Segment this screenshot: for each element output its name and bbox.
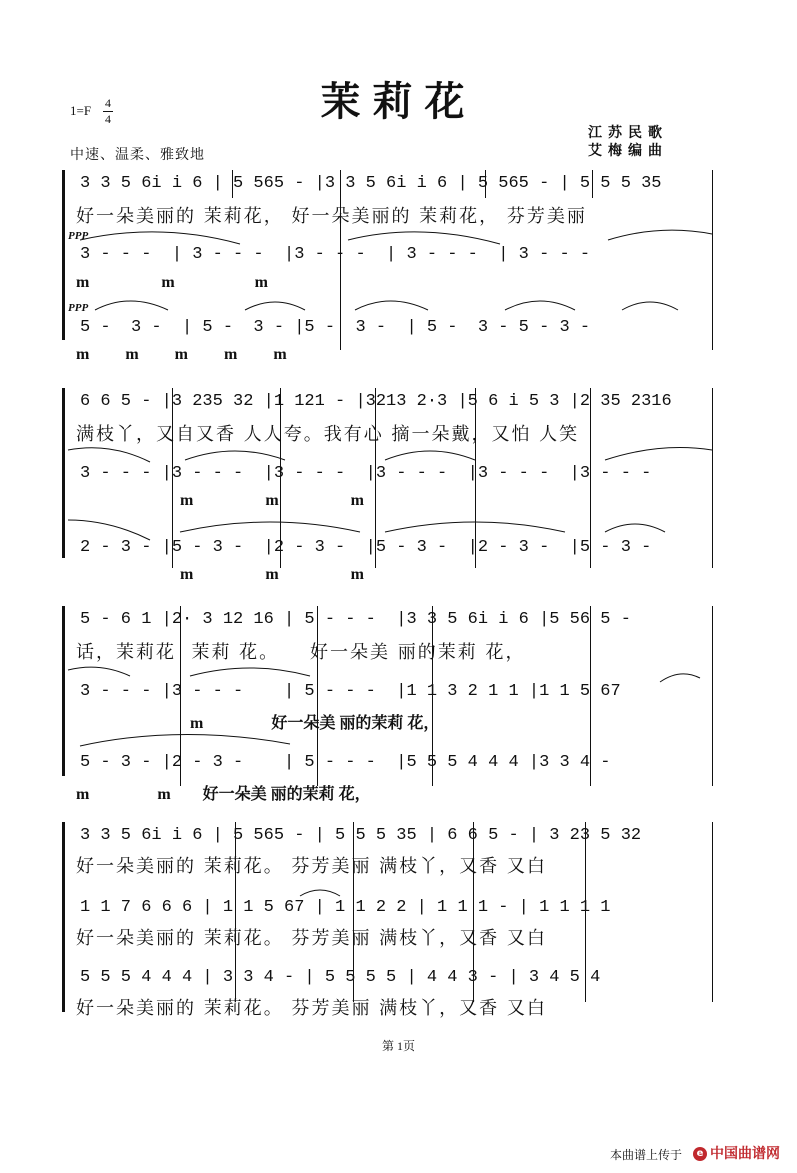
voice1-lyrics: 好一朵美丽的 茉莉花， 好一朵美丽的 茉莉花， 芬芳美丽 (76, 206, 587, 227)
score-system-4 (0, 818, 797, 1028)
voice1-lyrics: 满枝丫，又自又香 人人夸。我有心 摘一朵戴，又怕 人笑 (76, 424, 580, 445)
voice3-lyrics: m m 好一朵美 丽的茉莉 花， (76, 786, 371, 803)
voice1-notes: 3 3 5 6i i 6 | 5 565 - |3 3 5 6i i 6 | 5 565 - | 5 5 5 35 (80, 174, 662, 193)
voice2-notes: 3 - - - |3 - - - |3 - - - |3 - - - |3 - - - |3 - - - (80, 464, 652, 483)
page-number: 第 1页 (381, 1039, 415, 1053)
voice2-lyrics: 好一朵美丽的 茉莉花。 芬芳美丽 满枝丫，又香 又白 (76, 928, 547, 949)
upload-note: 本曲谱上传于 (610, 1148, 683, 1162)
voice3-lyrics: m m m (180, 566, 364, 583)
voice2-lyrics: m 好一朵美 丽的茉莉 花， (190, 715, 440, 732)
site-logo (693, 1143, 780, 1163)
time-signature-top: 4 (105, 96, 111, 110)
voice3-notes: 5 5 5 4 4 4 | 3 3 4 - | 5 5 5 5 | 4 4 3 - | 3 4 5 4 (80, 968, 601, 987)
dynamic-marking: PPP (68, 302, 89, 314)
slur-lines (0, 160, 797, 380)
voice1-notes: 3 3 5 6i i 6 | 5 565 - | 5 5 5 35 | 6 6 5 - | 3 23 5 32 (80, 826, 642, 845)
dynamic-marking: PPP (68, 230, 89, 242)
slur-lines (0, 818, 797, 1028)
voice1-notes: 5 - 6 1 |2· 3 12 16 | 5 - - - |3 3 5 6i i 6 |5 56 5 - (80, 610, 631, 629)
voice3-notes: 5 - 3 - |2 - 3 - | 5 - - - |5 5 5 4 4 4 |3 3 4 - (80, 753, 611, 772)
site-logo-icon: e (693, 1147, 707, 1161)
time-signature (103, 97, 113, 126)
voice3-notes: 2 - 3 - |5 - 3 - |2 - 3 - |5 - 3 - |2 - 3 - |5 - 3 - (80, 538, 652, 557)
score-system-3 (0, 598, 797, 818)
arranger-credit: 艾梅编曲 (588, 143, 668, 159)
origin-credit: 江苏民歌 (588, 125, 668, 141)
song-title: 茉莉花 (320, 78, 477, 125)
score-system-1 (0, 160, 797, 380)
voice1-lyrics: 话，茉莉花 茉莉 花。 好一朵美 丽的茉莉 花， (76, 642, 526, 663)
voice2-lyrics: m m m (76, 274, 268, 291)
voice2-notes: 3 - - - | 3 - - - |3 - - - | 3 - - - | 3 - - - (80, 245, 591, 264)
score-system-2 (0, 380, 797, 600)
voice1-lyrics: 好一朵美丽的 茉莉花。 芬芳美丽 满枝丫，又香 又白 (76, 856, 547, 877)
site-name: 中国曲谱网 (710, 1146, 780, 1162)
voice3-lyrics: m m m m m (76, 346, 287, 363)
voice2-notes: 3 - - - |3 - - - | 5 - - - |1 1 3 2 1 1 |1 1 5 67 (80, 682, 621, 701)
key-signature: 1=F (70, 103, 92, 118)
voice1-notes: 6 6 5 - |3 235 32 |1 121 - |3213 2·3 |5 6 i 5 3 |2 35 2316 (80, 392, 672, 411)
voice2-notes: 1 1 7 6 6 6 | 1 1 5 67 | 1 1 2 2 | 1 1 1 - | 1 1 1 1 (80, 898, 611, 917)
tempo-marking: 中速、温柔、雅致地 (70, 147, 205, 163)
voice2-lyrics: m m m (180, 492, 364, 509)
slur-lines (0, 380, 797, 600)
time-signature-bottom: 4 (105, 112, 111, 126)
slur-lines (0, 598, 797, 818)
voice3-lyrics: 好一朵美丽的 茉莉花。 芬芳美丽 满枝丫，又香 又白 (76, 998, 547, 1019)
voice3-notes: 5 - 3 - | 5 - 3 - |5 - 3 - | 5 - 3 - 5 - 3 - (80, 318, 591, 337)
